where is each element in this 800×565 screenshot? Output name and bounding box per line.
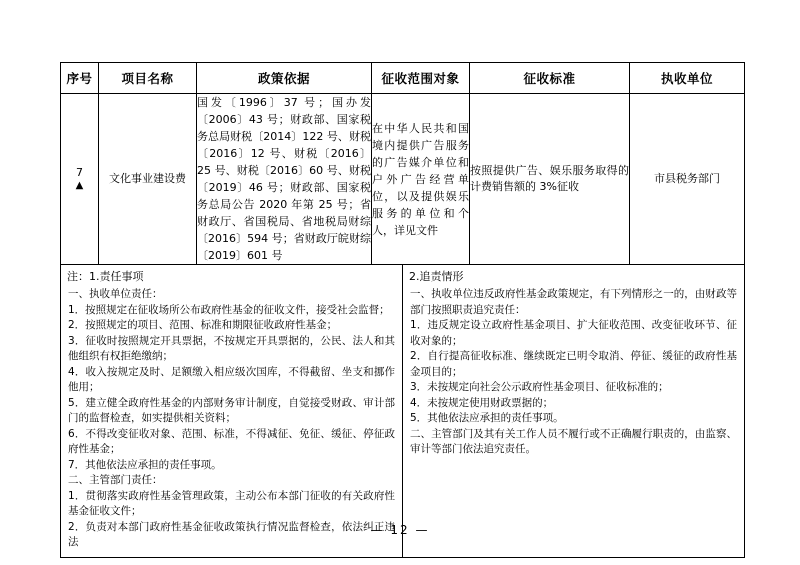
notes-cell-left <box>61 265 403 558</box>
seq-mark-icon: ▲ <box>75 180 84 191</box>
cell-project-name: 文化事业建设费 <box>99 94 197 265</box>
note-paragraph: 1．贯彻落实政府性基金管理政策，主动公布本部门征收的有关政府性基金征收文件； <box>68 489 395 517</box>
note-paragraph: 6．不得改变征收对象、范围、标准，不得减征、免征、缓征、停征政府性基金； <box>68 427 395 455</box>
header-seq: 序号 <box>61 63 99 94</box>
header-scope: 征收范围对象 <box>372 63 470 94</box>
note-paragraph: 7．其他依法应承担的责任事项。 <box>68 458 222 471</box>
notes-left-title: 注：1.责任事项 <box>67 270 144 283</box>
header-project-name: 项目名称 <box>99 63 197 94</box>
fee-table <box>60 62 745 265</box>
note-paragraph: 一、执收单位责任： <box>68 288 163 300</box>
note-paragraph: 3．征收时按照规定开具票据，不按规定开具票据的，公民、法人和其他组织有权拒绝缴纳； <box>68 334 395 362</box>
note-paragraph: 4．未按规定使用财政票据的； <box>410 396 554 409</box>
notes-table <box>60 264 745 558</box>
notes-cell-right <box>403 265 745 558</box>
cell-scope: 在中华人民共和国境内提供广告服务的广告媒介单位和户外广告经营单位，以及提供娱乐服务的单位和个人，详见文件 <box>372 94 470 265</box>
note-paragraph: 1．违反规定设立政府性基金项目、扩大征收范围、改变征收环节、征收对象的； <box>410 319 737 347</box>
cell-standard: 按照提供广告、娱乐服务取得的计费销售额的 3%征收 <box>470 94 630 265</box>
notes-row <box>61 265 745 558</box>
cell-seq <box>61 94 99 265</box>
header-standard: 征收标准 <box>470 63 630 94</box>
cell-collecting-unit: 市县税务部门 <box>630 94 745 265</box>
table-row <box>61 94 745 265</box>
note-paragraph: 4．收入按规定及时、足额缴入相应级次国库，不得截留、坐支和挪作他用； <box>68 365 395 393</box>
note-paragraph: 2．按照规定的项目、范围、标准和期限征收政府性基金； <box>68 319 338 331</box>
notes-left-body <box>61 287 402 557</box>
note-paragraph: 1．按照规定在征收场所公布政府性基金的征收文件，接受社会监督； <box>68 303 390 316</box>
note-paragraph: 3．未按规定向社会公示政府性基金项目、征收标准的； <box>410 381 669 393</box>
note-paragraph: 二、主管部门责任： <box>68 474 163 486</box>
notes-right-title: 2.追责情形 <box>409 270 464 283</box>
page-number: — 12 — <box>370 523 430 537</box>
note-paragraph: 5．其他依法应承担的责任事项。 <box>410 412 564 424</box>
header-policy-basis: 政策依据 <box>197 63 372 94</box>
cell-policy-basis: 国发〔1996〕37 号；国办发〔2006〕43 号；财政部、国家税务总局财税〔2014〕122 号、财税〔2016〕12 号、财税〔2016〕25 号、财税〔2016〕60 号、财税〔2019〕46 号；财政部、国家税务总局公告 2020 年第 25 号；省财政厅、省国税局、省地税局财综〔2016〕594 号；省财政厅皖财综〔2019〕601 号 <box>197 94 372 265</box>
notes-right-body <box>403 287 744 464</box>
note-paragraph: 二、主管部门及其有关工作人员不履行或不正确履行职责的，由监察、审计等部门依法追究责任。 <box>410 427 737 455</box>
seq-number: 7 <box>76 166 83 179</box>
table-header-row <box>61 63 745 94</box>
note-paragraph: 5．建立健全政府性基金的内部财务审计制度，自觉接受财政、审计部门的监督检查，如实提供相关资料； <box>68 396 395 424</box>
header-collecting-unit: 执收单位 <box>630 63 745 94</box>
note-paragraph: 2．负责对本部门政府性基金征收政策执行情况监督检查，依法纠正违法 <box>68 520 395 548</box>
note-paragraph: 2．自行提高征收标准、继续既定已明令取消、停征、缓征的政府性基金项目的； <box>410 350 737 378</box>
note-paragraph: 一、执收单位违反政府性基金政策规定，有下列情形之一的，由财政等部门按照职责追究责任： <box>410 288 737 316</box>
